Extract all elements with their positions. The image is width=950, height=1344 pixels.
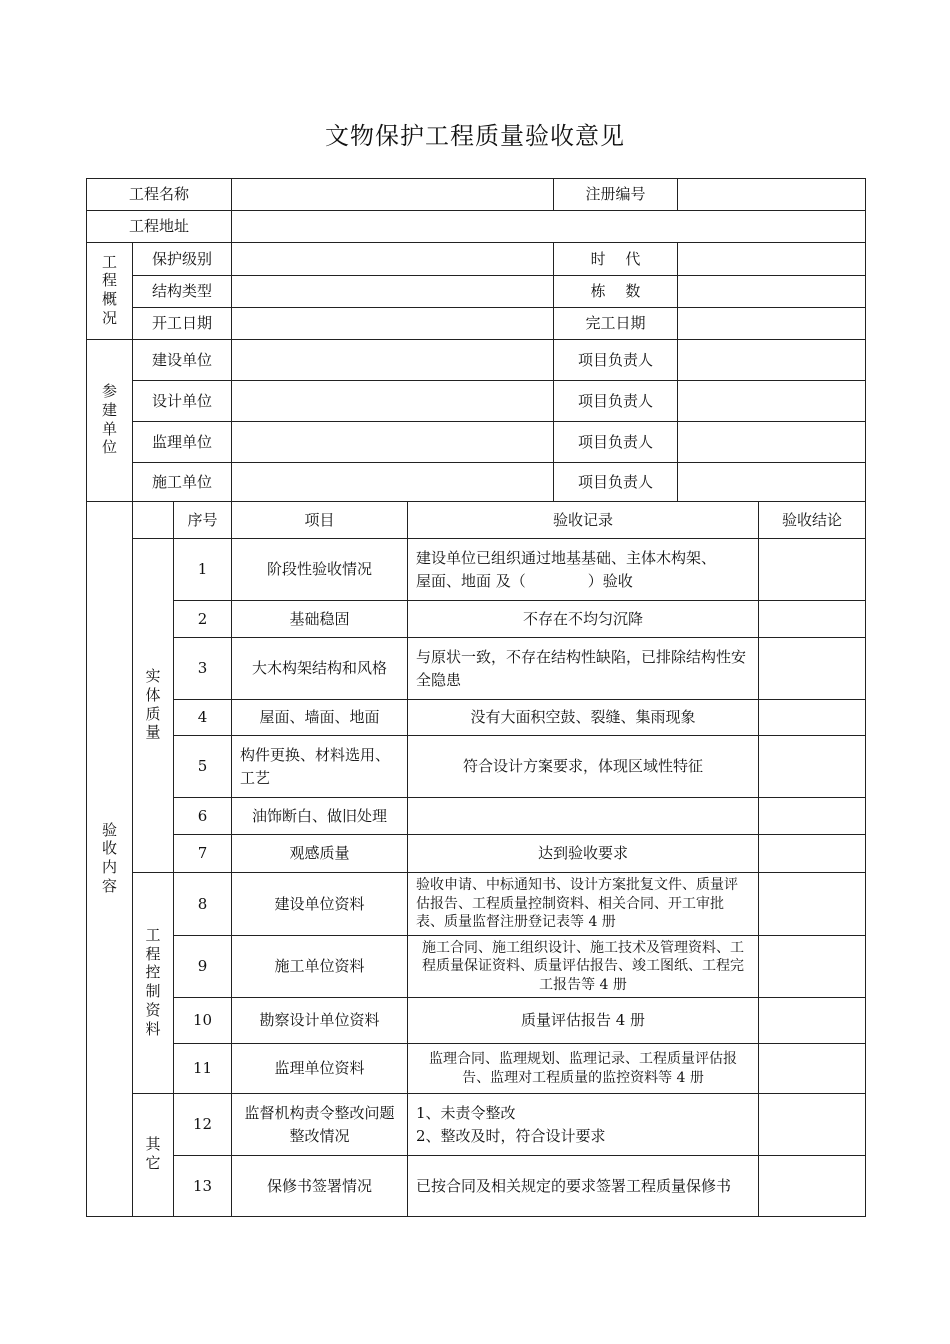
- header-no: 序号: [174, 502, 232, 539]
- row-item: 建设单位资料: [232, 873, 408, 936]
- row-record[interactable]: 没有大面积空鼓、裂缝、集雨现象: [408, 700, 759, 736]
- row-item: 油饰断白、做旧处理: [232, 798, 408, 835]
- header-item: 项目: [232, 502, 408, 539]
- supervision-unit-value[interactable]: [232, 422, 554, 463]
- row-conclusion[interactable]: [759, 1044, 866, 1094]
- row-record[interactable]: 达到验收要求: [408, 835, 759, 873]
- row-conclusion[interactable]: [759, 873, 866, 936]
- protection-level-value[interactable]: [232, 243, 554, 276]
- row-item: 构件更换、材料选用、工艺: [232, 736, 408, 798]
- participants-group-label: 参建单位: [87, 340, 133, 502]
- era-label: 时 代: [554, 243, 678, 276]
- design-unit-value[interactable]: [232, 381, 554, 422]
- registration-no-value[interactable]: [678, 179, 866, 211]
- row-item: 保修书签署情况: [232, 1156, 408, 1217]
- row-no: 9: [174, 936, 232, 998]
- owner-unit-value[interactable]: [232, 340, 554, 381]
- control-docs-label: 工程控制资料: [133, 873, 174, 1094]
- row-item: 施工单位资料: [232, 936, 408, 998]
- row-no: 4: [174, 700, 232, 736]
- owner-person-label: 项目负责人: [554, 340, 678, 381]
- row-conclusion[interactable]: [759, 700, 866, 736]
- row-conclusion[interactable]: [759, 601, 866, 638]
- header-record: 验收记录: [408, 502, 759, 539]
- owner-unit-label: 建设单位: [133, 340, 232, 381]
- row-no: 1: [174, 539, 232, 601]
- row-record[interactable]: 符合设计方案要求，体现区域性特征: [408, 736, 759, 798]
- row-record[interactable]: 与原状一致，不存在结构性缺陷，已排除结构性安全隐患: [408, 638, 759, 700]
- row-conclusion[interactable]: [759, 798, 866, 835]
- row-conclusion[interactable]: [759, 736, 866, 798]
- row-no: 11: [174, 1044, 232, 1094]
- acceptance-group-label: 验收内容: [87, 502, 133, 1217]
- row-conclusion[interactable]: [759, 1094, 866, 1156]
- row-no: 2: [174, 601, 232, 638]
- row-item: 勘察设计单位资料: [232, 998, 408, 1044]
- start-date-label: 开工日期: [133, 308, 232, 340]
- owner-person-value[interactable]: [678, 340, 866, 381]
- acceptance-form-table: [86, 178, 866, 1217]
- row-conclusion[interactable]: [759, 638, 866, 700]
- construction-person-label: 项目负责人: [554, 463, 678, 502]
- supervision-unit-label: 监理单位: [133, 422, 232, 463]
- row-item: 阶段性验收情况: [232, 539, 408, 601]
- construction-person-value[interactable]: [678, 463, 866, 502]
- overview-group-label: 工程概况: [87, 243, 133, 340]
- row-conclusion[interactable]: [759, 936, 866, 998]
- row-no: 12: [174, 1094, 232, 1156]
- era-value[interactable]: [678, 243, 866, 276]
- row-record[interactable]: 不存在不均匀沉降: [408, 601, 759, 638]
- row-no: 13: [174, 1156, 232, 1217]
- construction-unit-label: 施工单位: [133, 463, 232, 502]
- registration-no-label: 注册编号: [554, 179, 678, 211]
- project-address-value[interactable]: [232, 211, 866, 243]
- other-label: 其它: [133, 1094, 174, 1217]
- construction-unit-value[interactable]: [232, 463, 554, 502]
- row-no: 8: [174, 873, 232, 936]
- supervision-person-value[interactable]: [678, 422, 866, 463]
- project-name-label: 工程名称: [87, 179, 232, 211]
- header-blank-cell: [133, 502, 174, 539]
- building-count-label: 栋 数: [554, 276, 678, 308]
- row-no: 5: [174, 736, 232, 798]
- row-no: 6: [174, 798, 232, 835]
- building-count-value[interactable]: [678, 276, 866, 308]
- row-item: 屋面、墙面、地面: [232, 700, 408, 736]
- project-address-label: 工程地址: [87, 211, 232, 243]
- row-conclusion[interactable]: [759, 539, 866, 601]
- row-no: 3: [174, 638, 232, 700]
- document-title: 文物保护工程质量验收意见: [325, 122, 625, 150]
- design-person-label: 项目负责人: [554, 381, 678, 422]
- structure-type-label: 结构类型: [133, 276, 232, 308]
- row-conclusion[interactable]: [759, 998, 866, 1044]
- start-date-value[interactable]: [232, 308, 554, 340]
- row-record[interactable]: 质量评估报告 4 册: [408, 998, 759, 1044]
- row-record[interactable]: [408, 798, 759, 835]
- finish-date-label: 完工日期: [554, 308, 678, 340]
- row-item: 观感质量: [232, 835, 408, 873]
- row-item: 监理单位资料: [232, 1044, 408, 1094]
- project-name-value[interactable]: [232, 179, 554, 211]
- structure-type-value[interactable]: [232, 276, 554, 308]
- row-record[interactable]: 施工合同、施工组织设计、施工技术及管理资料、工程质量保证资料、质量评估报告、竣工图纸、工程完工报告等 4 册: [408, 936, 759, 998]
- row-item: 监督机构责令整改问题整改情况: [232, 1094, 408, 1156]
- design-person-value[interactable]: [678, 381, 866, 422]
- physical-quality-label: 实体质量: [133, 539, 174, 873]
- protection-level-label: 保护级别: [133, 243, 232, 276]
- row-item: 基础稳固: [232, 601, 408, 638]
- row-conclusion[interactable]: [759, 1156, 866, 1217]
- finish-date-value[interactable]: [678, 308, 866, 340]
- row-record[interactable]: 监理合同、监理规划、监理记录、工程质量评估报告、监理对工程质量的监控资料等 4 册: [408, 1044, 759, 1094]
- row-no: 10: [174, 998, 232, 1044]
- row-record[interactable]: 1、未责令整改 2、整改及时，符合设计要求: [408, 1094, 759, 1156]
- row-no: 7: [174, 835, 232, 873]
- header-conclusion: 验收结论: [759, 502, 866, 539]
- row-record[interactable]: 已按合同及相关规定的要求签署工程质量保修书: [408, 1156, 759, 1217]
- row-record[interactable]: 建设单位已组织通过地基基础、主体木构架、 屋面、地面 及（ ）验收: [408, 539, 759, 601]
- row-conclusion[interactable]: [759, 835, 866, 873]
- row-item: 大木构架结构和风格: [232, 638, 408, 700]
- supervision-person-label: 项目负责人: [554, 422, 678, 463]
- row-record[interactable]: 验收申请、中标通知书、设计方案批复文件、质量评估报告、工程质量控制资料、相关合同、开工审批表、质量监督注册登记表等 4 册: [408, 873, 759, 936]
- design-unit-label: 设计单位: [133, 381, 232, 422]
